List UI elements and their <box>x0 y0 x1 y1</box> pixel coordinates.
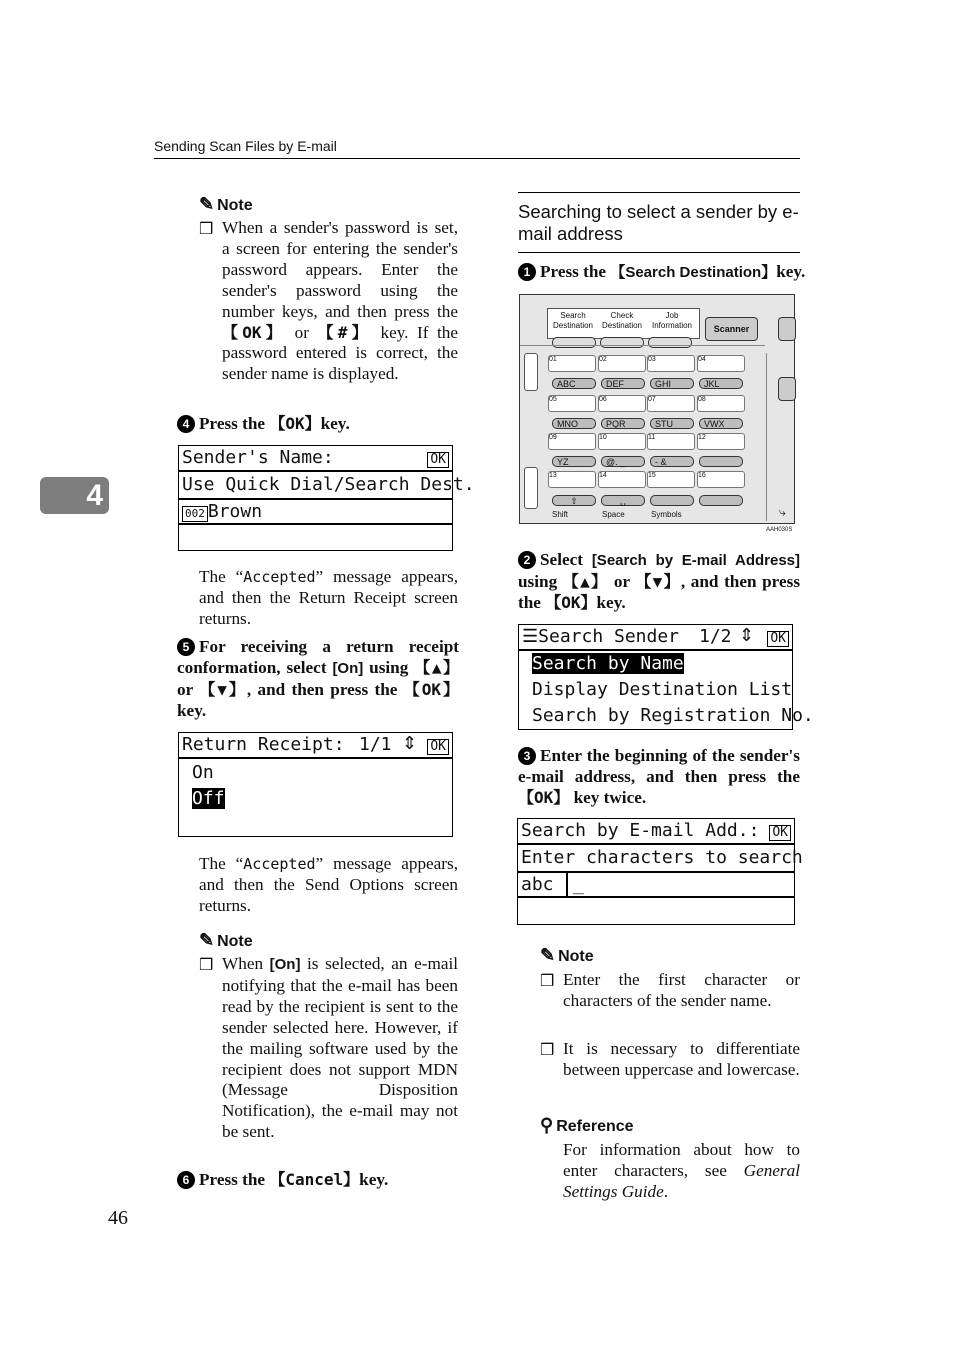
section-rule-top <box>518 192 800 193</box>
option-search-by-registration: Search by Registration No. <box>532 705 814 726</box>
dest-cell[interactable]: 10 <box>598 433 646 450</box>
dest-cell[interactable]: 06 <box>598 395 646 412</box>
dest-cell[interactable]: 01 <box>548 355 596 372</box>
key-vwx[interactable]: VWX <box>699 418 743 429</box>
note-text-2: When [On] is selected, an e-mail notifying that the e-mail has been read by the recipient is sent to the sender selected here. However, if the mailing software used by the recipient does not support MDN (Message Disposition Notification), the e-mail may not be sent. <box>222 954 458 1142</box>
pencil-icon: ✎ <box>199 194 215 214</box>
tab-bar <box>547 308 700 339</box>
lcd-title: ☰Search Sender <box>522 626 680 647</box>
dest-cell[interactable]: 02 <box>598 355 646 372</box>
input-mode: abc <box>521 874 554 895</box>
header-rule <box>154 158 800 159</box>
shift-icon: ⇧ <box>570 496 578 506</box>
space-key[interactable] <box>601 495 645 506</box>
result-text-2: The “Accepted” message appears, and then the Send Options screen returns. <box>199 854 459 915</box>
option-off-selected: Off <box>192 788 225 809</box>
note-item-1: Enter the first character or characters of the sender name. <box>563 970 800 1010</box>
up-down-arrows-icon: ⇕ <box>402 733 418 753</box>
reference-text: For information about how to enter characters, see General Settings Guide. <box>563 1140 800 1201</box>
dest-cell[interactable]: 05 <box>548 395 596 412</box>
symbols-label: Symbols <box>651 510 682 519</box>
step-3: 3 Enter the beginning of the sender's e-mail address, and then press the 【OK】 key twice. <box>518 746 800 807</box>
space-icon: ␣ <box>620 496 626 506</box>
scroll-handle[interactable] <box>524 353 538 391</box>
dest-cell[interactable]: 15 <box>647 471 695 488</box>
note-heading-3: ✎ Note <box>540 945 594 965</box>
lcd-entry: 002 Brown <box>182 501 452 522</box>
ok-icon: OK <box>427 739 449 755</box>
chapter-tab <box>40 477 109 514</box>
blank-key[interactable] <box>699 495 743 506</box>
option-display-destination-list: Display Destination List <box>532 679 793 700</box>
lcd-search-email <box>517 818 803 925</box>
dest-cell[interactable]: 09 <box>548 433 596 450</box>
note-text: When a sender's password is set, a screen for entering the sender's password appears. Enter the sender's password using the number keys, and then press the 【OK】 or 【#】 key. If the password entered is correct, the sender name is displayed. <box>222 218 459 384</box>
key-ghi[interactable]: GHI <box>650 378 694 389</box>
magnifier-icon: ⚲ <box>540 1115 554 1135</box>
key-mno[interactable]: MNO <box>552 418 596 429</box>
ok-icon: OK <box>769 825 791 841</box>
dest-cell[interactable]: 08 <box>697 395 745 412</box>
control-panel-figure <box>519 294 795 524</box>
tab-key[interactable] <box>552 337 596 348</box>
scanner-button[interactable]: Scanner <box>705 317 758 341</box>
note-heading: ✎ Note <box>199 194 253 214</box>
reference-heading: ⚲ Reference <box>540 1115 634 1135</box>
section-rule-bottom <box>518 252 800 253</box>
dest-cell[interactable]: 12 <box>697 433 745 450</box>
key-stu[interactable]: STU <box>650 418 694 429</box>
dest-cell[interactable]: 16 <box>697 471 745 488</box>
dest-cell[interactable]: 14 <box>598 471 646 488</box>
figure-id: AAH030S <box>766 527 793 533</box>
step-4: 4 Press the 【OK】key. <box>177 413 350 434</box>
lcd-title: Return Receipt: <box>182 734 345 755</box>
running-header: Sending Scan Files by E-mail <box>154 138 337 154</box>
lcd-title: Search by E-mail Add.: <box>521 820 760 841</box>
ok-icon: OK <box>767 631 789 647</box>
chapter-number: 4 <box>86 479 103 512</box>
note-heading-2: ✎ Note <box>199 930 253 950</box>
option-on: On <box>192 762 214 783</box>
checkbox-bullet-icon: ❒ <box>199 221 214 238</box>
dest-cell[interactable]: 07 <box>647 395 695 412</box>
key-pqr[interactable]: PQR <box>601 418 645 429</box>
checkbox-bullet-icon: ❒ <box>199 957 214 974</box>
tab-check-destination[interactable]: Check Destination <box>601 311 643 330</box>
page-number: 46 <box>108 1207 128 1229</box>
key-abc[interactable]: ABC <box>552 378 596 389</box>
key-blank[interactable] <box>699 456 743 467</box>
lcd-search-sender <box>518 624 814 730</box>
checkbox-bullet-icon: ❒ <box>540 1042 555 1059</box>
space-label: Space <box>602 510 625 519</box>
lcd-sender-name <box>178 445 475 551</box>
scroll-handle[interactable] <box>524 467 538 509</box>
tab-job-information[interactable]: Job Information <box>651 311 693 330</box>
ok-icon: OK <box>427 452 449 468</box>
key-yz[interactable]: YZ <box>552 456 596 467</box>
side-button[interactable] <box>778 317 796 341</box>
key-jkl[interactable]: JKL <box>699 378 743 389</box>
dest-cell[interactable]: 04 <box>697 355 745 372</box>
note-item-2: It is necessary to differentiate between uppercase and lowercase. <box>563 1039 800 1079</box>
step-1: 1 Press the 【Search Destination】key. <box>518 261 805 283</box>
key-dash-amp[interactable]: - & <box>650 456 694 467</box>
option-search-by-name-selected: Search by Name <box>532 653 684 674</box>
pencil-icon: ✎ <box>540 945 556 965</box>
section-title: Searching to select a sender by e-mail address <box>518 201 799 244</box>
lcd-page: 1/1 <box>359 734 392 755</box>
dest-cell[interactable]: 11 <box>647 433 695 450</box>
tab-key[interactable] <box>648 337 692 348</box>
key-at-dot[interactable]: @. _ <box>601 456 645 467</box>
pencil-icon: ✎ <box>199 930 215 950</box>
result-text: The “Accepted” message appears, and then the Return Receipt screen returns. <box>199 567 459 628</box>
lcd-title: Sender's Name: <box>182 447 334 468</box>
shift-label: Shift <box>552 510 569 519</box>
lcd-menu-item: Use Quick Dial/Search Dest. <box>182 474 475 495</box>
key-def[interactable]: DEF <box>601 378 645 389</box>
lcd-return-receipt <box>178 732 453 837</box>
step-6: 6 Press the 【Cancel】key. <box>177 1169 388 1190</box>
list-icon: ☰ <box>522 626 539 647</box>
text-cursor[interactable]: _ <box>573 874 584 895</box>
checkbox-bullet-icon: ❒ <box>540 973 555 990</box>
symbols-key[interactable] <box>650 495 694 506</box>
up-down-arrows-icon: ⇕ <box>739 625 755 645</box>
lcd-prompt: Enter characters to search <box>521 847 803 868</box>
step-2: 2 Select [Search by E-mail Address] using 【▲】 or 【▼】, and then press the 【OK】key. <box>518 550 801 612</box>
tab-key[interactable] <box>600 337 644 348</box>
tab-search-destination[interactable]: Search Destination <box>552 311 594 330</box>
dest-cell[interactable]: 03 <box>647 355 695 372</box>
shift-key[interactable] <box>552 495 596 506</box>
lcd-page: 1/2 <box>699 626 732 647</box>
step-5: 5 For receiving a return receipt conformation, select [On] using 【▲】 or 【▼】, and then press the 【OK】 key. <box>177 637 460 720</box>
dest-cell[interactable]: 13 <box>548 471 596 488</box>
enter-icon: ⤷ <box>779 505 786 519</box>
